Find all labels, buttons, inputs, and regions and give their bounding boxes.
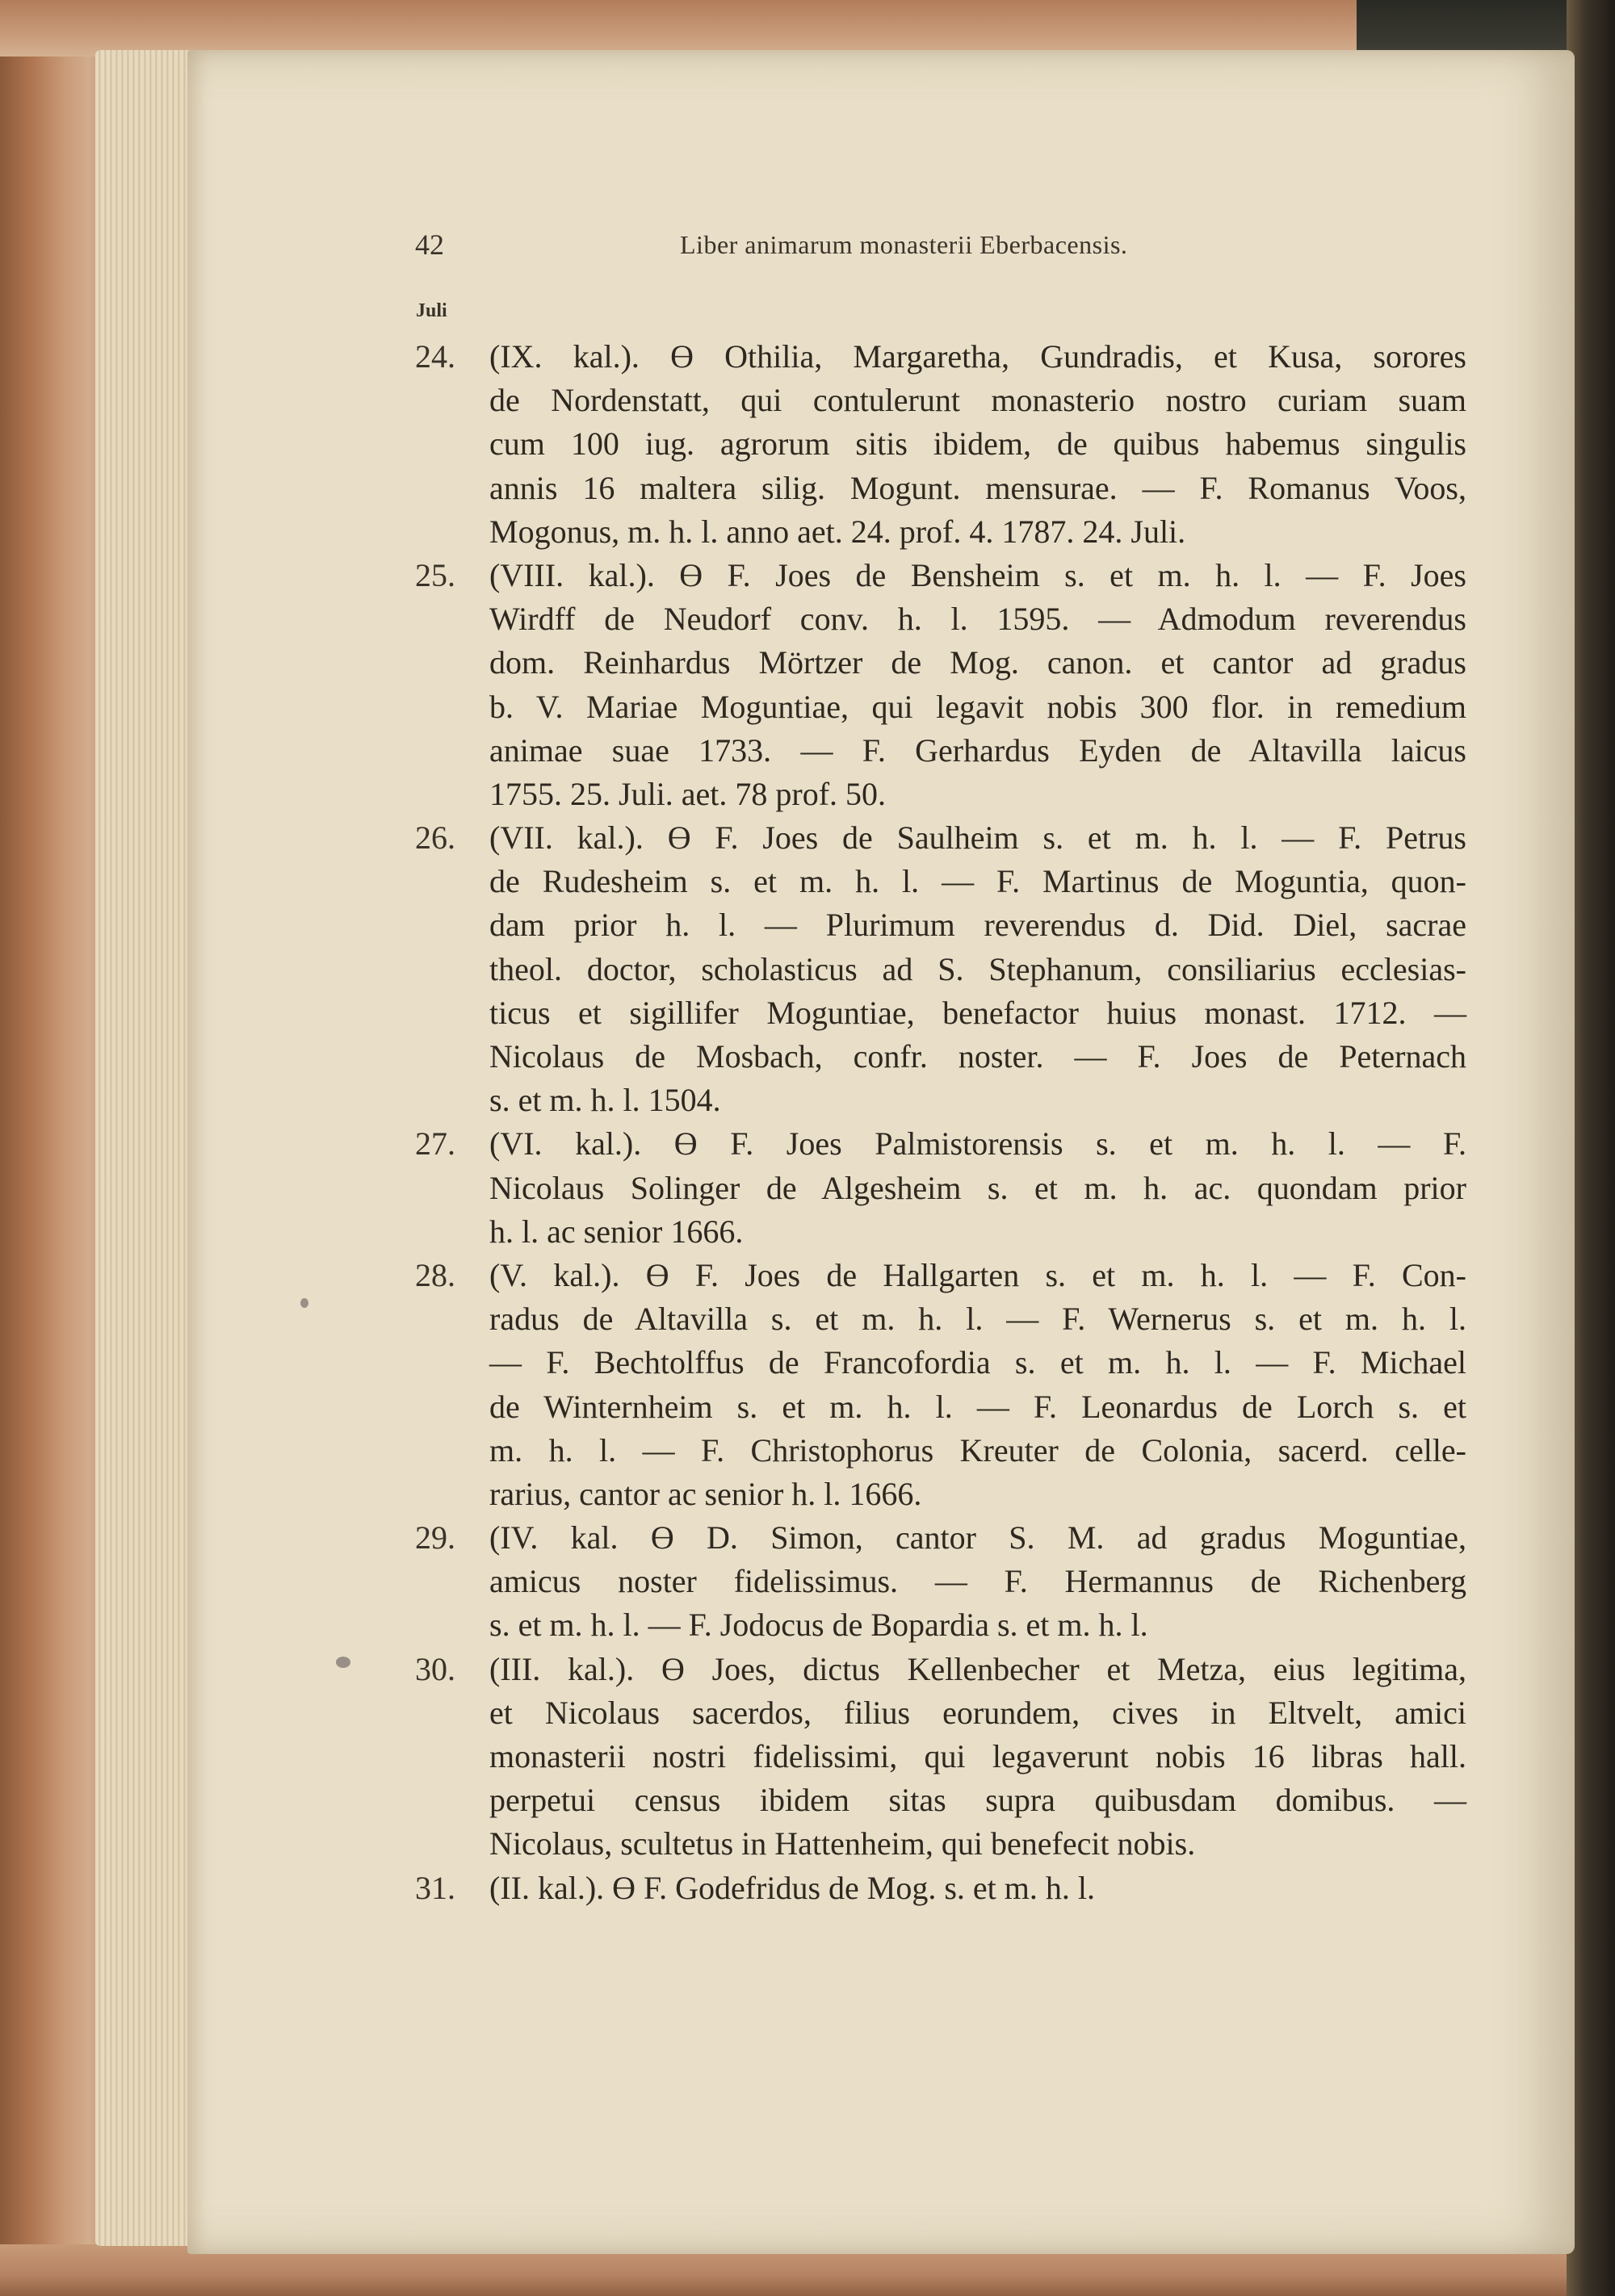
entry-text-line: Nicolaus Solinger de Algesheim s. et m. h. ac. quondam prior <box>489 1169 1466 1206</box>
entry-text-line: dom. Reinhardus Mörtzer de Mog. canon. et cantor ad gradus <box>489 644 1466 681</box>
entry-day-number: 29. <box>415 1519 455 1557</box>
obituary-entry <box>415 335 1466 554</box>
book-cover-top <box>0 0 1365 57</box>
obituary-entry <box>415 1254 1466 1516</box>
paper-speck <box>336 1657 350 1668</box>
entry-text-line: Mogonus, m. h. l. anno aet. 24. prof. 4. 1787. 24. Juli. <box>489 513 1186 550</box>
entry-text-line: h. l. ac senior 1666. <box>489 1213 744 1250</box>
entry-day-number: 28. <box>415 1256 455 1293</box>
entry-text-line: (VII. kal.). ϴ F. Joes de Saulheim s. et m. h. l. — F. Petrus <box>489 819 1466 857</box>
entry-day-number: 24. <box>415 338 455 375</box>
page-edges <box>95 50 192 2246</box>
entry-text-line: dam prior h. l. — Plurimum reverendus d. Did. Diel, sacrae <box>489 907 1466 944</box>
entry-text-line: amicus noster fidelissimus. — F. Hermannus de Richenberg <box>489 1563 1466 1600</box>
entry-text-line: de Nordenstatt, qui contulerunt monasterio nostro curiam suam <box>489 382 1466 419</box>
entry-text-line: theol. doctor, scholasticus ad S. Stephanum, consiliarius ecclesias- <box>489 950 1466 987</box>
entry-text-line: — F. Bechtolffus de Francofordia s. et m. h. l. — F. Michael <box>489 1344 1466 1381</box>
entry-text-line: de Winternheim s. et m. h. l. — F. Leonardus de Lorch s. et <box>489 1388 1466 1425</box>
entry-text-line: b. V. Mariae Moguntiae, qui legavit nobis 300 flor. in remedium <box>489 688 1466 725</box>
entry-day-number: 25. <box>415 556 455 593</box>
paper-speck <box>300 1298 308 1308</box>
entry-text-line: (II. kal.). ϴ F. Godefridus de Mog. s. et m. h. l. <box>489 1869 1096 1906</box>
entry-text-line: rarius, cantor ac senior h. l. 1666. <box>489 1475 922 1512</box>
obituary-entry <box>415 1122 1466 1254</box>
obituary-entries <box>415 335 1466 1910</box>
entry-text-line: m. h. l. — F. Christophorus Kreuter de Colonia, sacerd. celle- <box>489 1431 1466 1469</box>
month-label: Juli <box>416 300 447 321</box>
entry-text-line: radus de Altavilla s. et m. h. l. — F. Wernerus s. et m. h. l. <box>489 1301 1466 1338</box>
entry-text-line: cum 100 iug. agrorum sitis ibidem, de quibus habemus singulis <box>489 425 1466 463</box>
entry-text-line: Wirdff de Neudorf conv. h. l. 1595. — Admodum reverendus <box>489 601 1466 638</box>
running-head: Liber animarum monasterii Eberbacensis. <box>680 230 1128 259</box>
entry-text-line: (IV. kal. ϴ D. Simon, cantor S. M. ad gradus Moguntiae, <box>489 1519 1466 1557</box>
obituary-entry <box>415 1648 1466 1867</box>
entry-day-number: 31. <box>415 1869 455 1906</box>
entry-text-line: annis 16 maltera silig. Mogunt. mensurae. — F. Romanus Voos, <box>489 469 1466 506</box>
page-number: 42 <box>415 228 444 261</box>
obituary-entry <box>415 554 1466 816</box>
entry-text-line: s. et m. h. l. 1504. <box>489 1082 721 1119</box>
entry-text-line: (IX. kal.). ϴ Othilia, Margaretha, Gundradis, et Kusa, sorores <box>489 338 1466 375</box>
entry-day-number: 27. <box>415 1125 455 1163</box>
entry-text-line: (V. kal.). ϴ F. Joes de Hallgarten s. et m. h. l. — F. Con- <box>489 1256 1466 1293</box>
entry-text-line: 1755. 25. Juli. aet. 78 prof. 50. <box>489 775 887 812</box>
entry-text-line: (VIII. kal.). ϴ F. Joes de Bensheim s. et m. h. l. — F. Joes <box>489 556 1466 593</box>
entry-text-line: animae suae 1733. — F. Gerhardus Eyden de Altavilla laicus <box>489 731 1466 769</box>
obituary-entry <box>415 1867 1466 1910</box>
entry-text-line: ticus et sigillifer Moguntiae, benefactor huius monast. 1712. — <box>489 994 1466 1031</box>
obituary-entry <box>415 1516 1466 1648</box>
entry-text-line: Nicolaus de Mosbach, confr. noster. — F. Joes de Peternach <box>489 1038 1466 1075</box>
entry-text-line: et Nicolaus sacerdos, filius eorundem, cives in Eltvelt, amici <box>489 1694 1466 1731</box>
entry-text-line: (III. kal.). ϴ Joes, dictus Kellenbecher et Metza, eius legitima, <box>489 1650 1466 1687</box>
entry-day-number: 26. <box>415 819 455 857</box>
entry-day-number: 30. <box>415 1650 455 1687</box>
entry-text-line: (VI. kal.). ϴ F. Joes Palmistorensis s. et m. h. l. — F. <box>489 1125 1466 1163</box>
obituary-entry <box>415 816 1466 1122</box>
entry-text-line: s. et m. h. l. — F. Jodocus de Bopardia s. et m. h. l. <box>489 1607 1148 1644</box>
entry-text-line: Nicolaus, scultetus in Hattenheim, qui benefecit nobis. <box>489 1825 1196 1862</box>
entry-text-line: de Rudesheim s. et m. h. l. — F. Martinus de Moguntia, quon- <box>489 863 1466 900</box>
entry-text-line: monasterii nostri fidelissimi, qui legaverunt nobis 16 libras hall. <box>489 1738 1466 1774</box>
entry-text-line: perpetui census ibidem sitas supra quibusdam domibus. — <box>489 1782 1466 1819</box>
